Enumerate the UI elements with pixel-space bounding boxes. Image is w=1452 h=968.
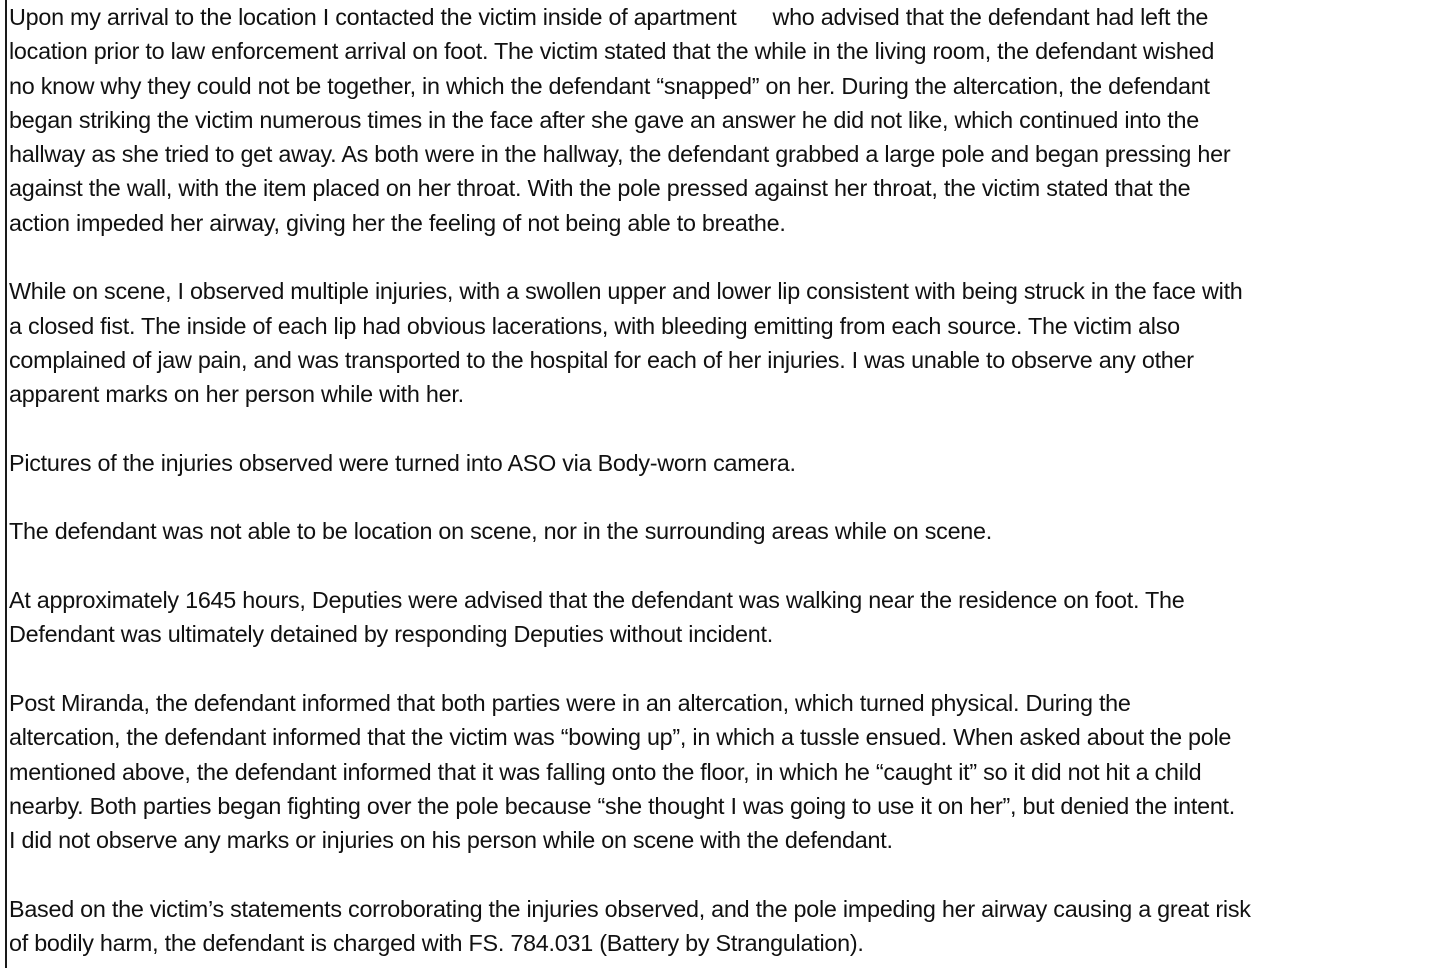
text-line: altercation, the defendant informed that the victim was “bowing up”, in which a tussle ensued. When asked about the pole bbox=[9, 724, 1232, 751]
text-line: nearby. Both parties began fighting over the pole because “she thought I was going to use it on her”, but denied the intent. bbox=[9, 792, 1236, 819]
paragraph-arrival bbox=[9, 0, 1452, 240]
paragraph-injuries bbox=[9, 274, 1452, 411]
text-line: action impeded her airway, giving her the feeling of not being able to breathe. bbox=[9, 209, 786, 236]
paragraph-detained bbox=[9, 583, 1452, 652]
text-line: While on scene, I observed multiple injuries, with a swollen upper and lower lip consistent with being struck in the face with bbox=[9, 278, 1243, 305]
text-line: against the wall, with the item placed on her throat. With the pole pressed against her throat, the victim stated that the bbox=[9, 175, 1191, 202]
text-line: At approximately 1645 hours, Deputies were advised that the defendant was walking near the residence on foot. The bbox=[9, 587, 1185, 614]
left-border-rule bbox=[5, 0, 7, 968]
text-line: I did not observe any marks or injuries on his person while on scene with the defendant. bbox=[9, 827, 893, 854]
text-line: apparent marks on her person while with her. bbox=[9, 381, 464, 408]
text-line: began striking the victim numerous times in the face after she gave an answer he did not like, which continued into the bbox=[9, 106, 1199, 133]
text-line-segment: who advised that the defendant had left the bbox=[772, 4, 1209, 30]
text-line-segment: Upon my arrival to the location I contacted the victim inside of apartment bbox=[9, 4, 737, 30]
text-line bbox=[9, 0, 1449, 34]
text-line: no know why they could not be together, in which the defendant “snapped” on her. During the altercation, the defendant bbox=[9, 72, 1210, 99]
text-line: Defendant was ultimately detained by responding Deputies without incident. bbox=[9, 621, 773, 648]
paragraph-post-miranda bbox=[9, 686, 1452, 857]
text-line: Post Miranda, the defendant informed that both parties were in an altercation, which turned physical. During the bbox=[9, 689, 1131, 716]
text-line: Pictures of the injuries observed were turned into ASO via Body-worn camera. bbox=[9, 449, 796, 476]
report-narrative bbox=[9, 0, 1452, 960]
text-line: location prior to law enforcement arrival on foot. The victim stated that the while in the living room, the defendant wished bbox=[9, 38, 1215, 65]
text-line: Based on the victim’s statements corroborating the injuries observed, and the pole impeding her airway causing a great risk bbox=[9, 895, 1251, 922]
text-line: of bodily harm, the defendant is charged with FS. 784.031 (Battery by Strangulation). bbox=[9, 930, 864, 957]
text-line: a closed fist. The inside of each lip had obvious lacerations, with bleeding emitting from each source. The victim also bbox=[9, 312, 1180, 339]
paragraph-defendant-not-located bbox=[9, 514, 1452, 548]
text-line: hallway as she tried to get away. As both were in the hallway, the defendant grabbed a large pole and began pressing her bbox=[9, 141, 1231, 168]
text-line: The defendant was not able to be location on scene, nor in the surrounding areas while on scene. bbox=[9, 518, 993, 545]
text-line: complained of jaw pain, and was transported to the hospital for each of her injuries. I was unable to observe any other bbox=[9, 346, 1194, 373]
text-line: mentioned above, the defendant informed that it was falling onto the floor, in which he “caught it” so it did not hit a child bbox=[9, 758, 1202, 785]
paragraph-pictures bbox=[9, 446, 1452, 480]
paragraph-charge bbox=[9, 892, 1452, 961]
